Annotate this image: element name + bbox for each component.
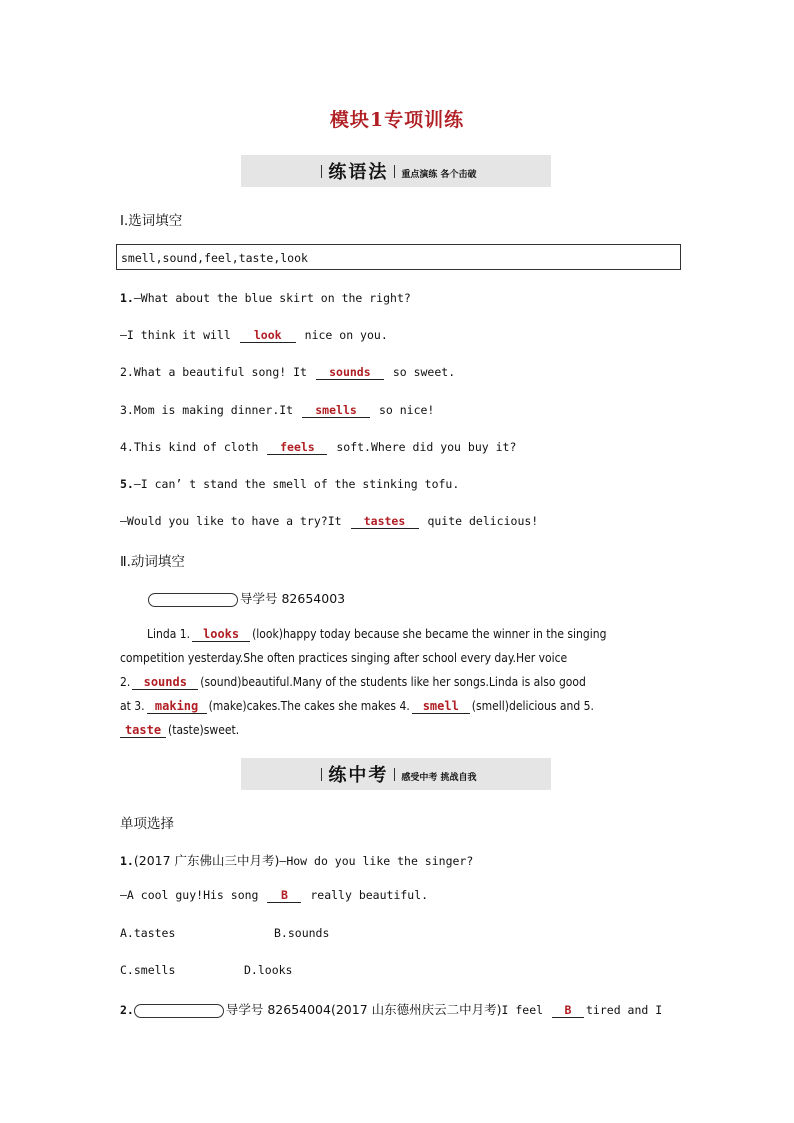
- option-d[interactable]: D.looks: [244, 963, 293, 977]
- guide-number-line: 导学号 82654003: [148, 589, 345, 607]
- word-box: smell,sound,feel,taste,look: [116, 244, 681, 270]
- answer-blank[interactable]: feels: [267, 441, 327, 455]
- mc-question-2: 2. 导学号 82654004(2017 山东德州庆云二中月考)I feel B tired and I: [120, 1002, 663, 1017]
- passage-line-2: competition yesterday.She often practices singing after school every day.Her voice: [120, 651, 568, 665]
- option-b[interactable]: B.sounds: [274, 926, 330, 940]
- option-c[interactable]: C.smells: [120, 963, 176, 977]
- answer-blank[interactable]: look: [240, 329, 296, 343]
- answer-blank[interactable]: sounds: [316, 366, 384, 380]
- banner-subtitle: 感受中考 挑战自我: [401, 772, 477, 783]
- page-title: 模块1专项训练: [329, 109, 465, 131]
- answer-blank[interactable]: tastes: [351, 515, 419, 529]
- answer-blank[interactable]: smells: [302, 404, 370, 418]
- passage-line-5: taste (taste)sweet.: [120, 718, 676, 742]
- answer-blank[interactable]: B: [552, 1004, 584, 1018]
- section-banner-exam: [241, 758, 551, 790]
- part2-heading: Ⅱ.动词填空: [120, 554, 185, 570]
- divider: [321, 768, 322, 781]
- answer-blank[interactable]: making: [147, 700, 207, 714]
- section-banner-grammar: [241, 155, 551, 187]
- banner-subtitle: 重点演练 各个击破: [401, 169, 477, 180]
- answer-blank[interactable]: looks: [192, 628, 250, 642]
- banner-title: 练语法: [328, 162, 389, 183]
- passage-line-3: 2. sounds (sound)beautiful.Many of the students like her songs.Linda is also good: [120, 675, 586, 689]
- part1-heading: Ⅰ.选词填空: [120, 213, 183, 229]
- question-2: 2.What a beautiful song! It sounds so sweet.: [120, 365, 456, 379]
- divider: [394, 768, 395, 781]
- answer-blank[interactable]: smell: [412, 700, 470, 714]
- question-1b: —I think it will look nice on you.: [120, 328, 388, 342]
- answer-blank[interactable]: taste: [120, 724, 166, 738]
- question-5a: 5.—I can’ t stand the smell of the stinking tofu.: [120, 477, 460, 491]
- answer-blank[interactable]: B: [267, 889, 301, 903]
- option-a[interactable]: A.tastes: [120, 926, 176, 940]
- question-1a: 1.—What about the blue skirt on the right?: [120, 291, 411, 305]
- passage-line-1: Linda 1. looks (look)happy today because she became the winner in the singing: [147, 627, 607, 641]
- guide-oval-icon: [134, 1004, 224, 1018]
- banner-title: 练中考: [328, 765, 389, 786]
- passage: [120, 622, 676, 742]
- question-3: 3.Mom is making dinner.It smells so nice!: [120, 403, 435, 417]
- question-5b: —Would you like to have a try?It tastes quite delicious!: [120, 514, 539, 528]
- mc-question-1: 1.(2017 广东佛山三中月考)—How do you like the singer?: [120, 853, 474, 868]
- part3-heading: 单项选择: [120, 816, 174, 832]
- passage-line-4: at 3. making (make)cakes.The cakes she makes 4. smell (smell)delicious and 5.: [120, 699, 594, 713]
- mc-question-1-reply: —A cool guy!His song B really beautiful.: [120, 888, 429, 902]
- guide-oval-icon: [148, 593, 238, 607]
- answer-blank[interactable]: sounds: [132, 676, 198, 690]
- question-4: 4.This kind of cloth feels soft.Where did you buy it?: [120, 440, 517, 454]
- divider: [394, 165, 395, 178]
- divider: [321, 165, 322, 178]
